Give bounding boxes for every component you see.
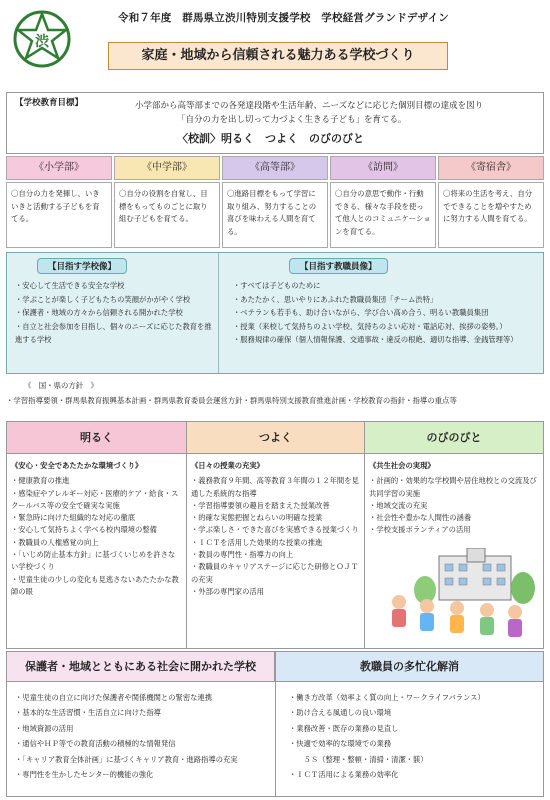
list-item: ・緊急時に向けた組織的な対応の徹底 [11,513,136,523]
list-item: ・あたたかく、思いやりにあふれた教職員集団「チーム渋特」 [233,294,438,304]
list-item: ・基本的な生活習慣・生活自立に向けた指導 [15,708,161,718]
list-item: ・働き方改革（効率よく質の向上・ワークライフバランス） [289,693,485,702]
list-item: ・自立と社会参加を目指し、個々のニーズに応じた教育を推進する学校 [15,321,212,345]
dept-head-dormitory: 《寄宿舎》 [438,156,544,180]
goal-label: 【学校教育目標】 [15,98,84,108]
catchphrase-banner: 家庭・地域から信頼される魅力ある学校づくり [108,42,448,70]
list-item: ・保護者・地域の方々から信頼される開かれた学校 [15,308,183,318]
list-item: ・的確な実態把握とねらいの明確な授業 [191,513,323,523]
list-item: ・地域交流の充実 [369,500,428,510]
ideal-section [6,252,544,374]
dept-head-junior: 《中学部》 [114,156,220,180]
goal-line-1: 小学部から高等部までの各発達段階や生活年齢、ニーズなどに応じた個別目標の達成を図り [135,101,484,111]
list-item: ・ＩＣＴ活用による業務の効率化 [289,770,399,780]
school-goal-box [6,92,544,154]
list-item: ５Ｓ（整理・整頓・清掃・清潔・躾） [289,754,428,764]
list-item: ・ＩＣＴを活用した効果的な授業の推進 [191,537,323,547]
dept-head-elementary: 《小学部》 [6,156,112,180]
list-item: ・地域資源の活用 [15,723,74,733]
dept-text-visiting: 〇自分の意思で動作・行動できる、様々な手段を使って他人とのコミュニケーションを育てる。 [330,182,436,248]
three-pillars-section [6,421,544,649]
list-item: ・計画的・効果的な学校間や居住地校との交流及び共同学習の実施 [369,476,537,498]
ideal-staff-panel [219,253,543,373]
policy-title: 《 国・県の方針 》 [24,381,98,390]
pillar-head-tsuyoku: つよく [187,422,365,454]
list-item: ・安心して生活できる安全な学校 [15,281,125,290]
list-item: ・児童生徒の少しの変化も見逃さないあたたかな教師の眼 [11,574,179,596]
list-item: ・感染症やアレルギー対応・医療的ケア・給食・スクールバス等の安全で確実な実施 [11,488,179,510]
school-motto: 〈校訓〉明るく つよく のびのびと [177,132,364,145]
list-item: ・教職員のキャリアステージに応じた研修とＯＪＴの充実 [191,562,359,584]
list-item: ・教員の専門性・指導力の向上 [191,550,294,560]
list-item: ・学ぶことが楽しく子どもたちの笑顔がかがやく学校 [15,294,191,304]
ideal-school-list [15,279,215,347]
pillar-head-akaruku: 明るく [7,422,187,454]
pillar-subtitle: 《共生社会の実現》 [369,461,435,470]
ideal-staff-list [233,279,539,347]
dept-text-elementary: 〇自分の力を発揮し、いきいきと活動する子どもを育てる。 [6,182,112,248]
community-head: 保護者・地域とともにある社会に開かれた学校 [7,652,275,682]
workload-head: 教職員の多忙化解消 [276,652,543,682]
policy-text: ・学習指導要領・群馬県教育振興基本計画・群馬県教育委員会運営方針・群馬県特別支援教育推進計画・学校教育の指針・指導の重点等 [6,396,457,405]
list-item: ・学校支援ボランティアの活用 [369,525,471,535]
dept-head-senior: 《高等部》 [222,156,328,180]
ideal-school-title: 【目指す学校像】 [37,258,127,274]
list-item: ・通信やＨＰ等での教育活動の積極的な情報発信 [15,739,176,749]
ideal-school-panel [7,253,219,373]
list-item: ・社会性や豊かな人間性の涵養 [369,513,472,523]
list-item: ・児童生徒の自立に向けた保護者や関係機関との緊密な連携 [15,693,213,702]
list-item: ・業務改善・既存の業務の見直し [289,723,399,733]
dept-text-senior: 〇進路目標をもって学習に取り組み、努力することの喜びを味わえる人間を育てる。 [222,182,328,248]
school-emblem-icon [12,8,72,70]
page-title: 令和７年度 群馬県立渋川特別支援学校 学校経営グランドデザイン [118,12,449,24]
bottom-section [6,651,544,797]
pillar-column-akaruku [7,454,187,648]
list-item: ・健康教育の推進 [11,476,70,486]
pillar-subtitle: 《日々の授業の充実》 [191,461,264,470]
list-item: ・助け合える風通しの良い環境 [289,708,392,718]
list-item: ・服務規律の確保（個人情報保護、交通事故・違反の根絶、適切な指導、金銭管理等） [233,335,518,345]
list-item: ・快適で効率的な環境での業務 [289,739,392,749]
dept-head-visiting: 《訪問》 [330,156,436,180]
list-item: ・安心して気持ちよく学べる校内環境の整備 [11,525,157,535]
policy-section [6,376,544,412]
list-item: ・授業（来校して気持ちのよい学校、気持ちのよい応対・電話応対、挨拶の姿勢。） [233,321,507,331]
list-item: ・義務教育９年間、高等教育３年間の１２年間を見通した系統的な指導 [191,476,359,498]
svg-text:渋: 渋 [35,34,49,50]
list-item: ・「キャリア教育全体計画」に基づくキャリア教育・進路指導の充実 [15,754,238,764]
dept-text-dormitory: 〇将来の生活を考え、自分でできることを増やすために努力する人間を育てる。 [438,182,544,248]
ideal-staff-title: 【目指す教職員像】 [289,258,388,274]
list-item: ・学習指導要領の趣旨を踏まえた授業改善 [191,500,330,510]
list-item: ・すべては子どものために [233,281,321,290]
workload-list [289,690,539,782]
list-item: ・専門性を生かしたセンター的機能の強化 [15,770,154,780]
pillar-column-tsuyoku [187,454,365,648]
list-item: ・外部の専門家の活用 [191,586,264,596]
pillar-subtitle: 《安心・安全であたたかな環境づくり》 [11,461,143,470]
list-item: ・「いじめ防止基本方針」に基づくいじめを許さない学校づくり [11,550,176,572]
list-item: ・教職員の人権感覚の向上 [11,537,99,547]
dept-text-junior: 〇自分の役割を自覚し、目標をもってものごとに取り組む子どもを育てる。 [114,182,220,248]
pillar-column-nobinobi [365,454,543,648]
school-children-illustration [379,548,539,648]
list-item: ・学ぶ楽しさ・できた喜びを実感できる授業づくり [191,525,359,535]
community-list [15,690,273,782]
pillar-head-nobinobi: のびのびと [365,422,543,454]
list-item: ・ベテランも若手も、助け合いながら、学び合い高め合う、明るい教職員集団 [233,308,489,318]
goal-line-2: 「自分の力を出し切って力づよく生きる子ども」を育てる。 [177,115,407,125]
